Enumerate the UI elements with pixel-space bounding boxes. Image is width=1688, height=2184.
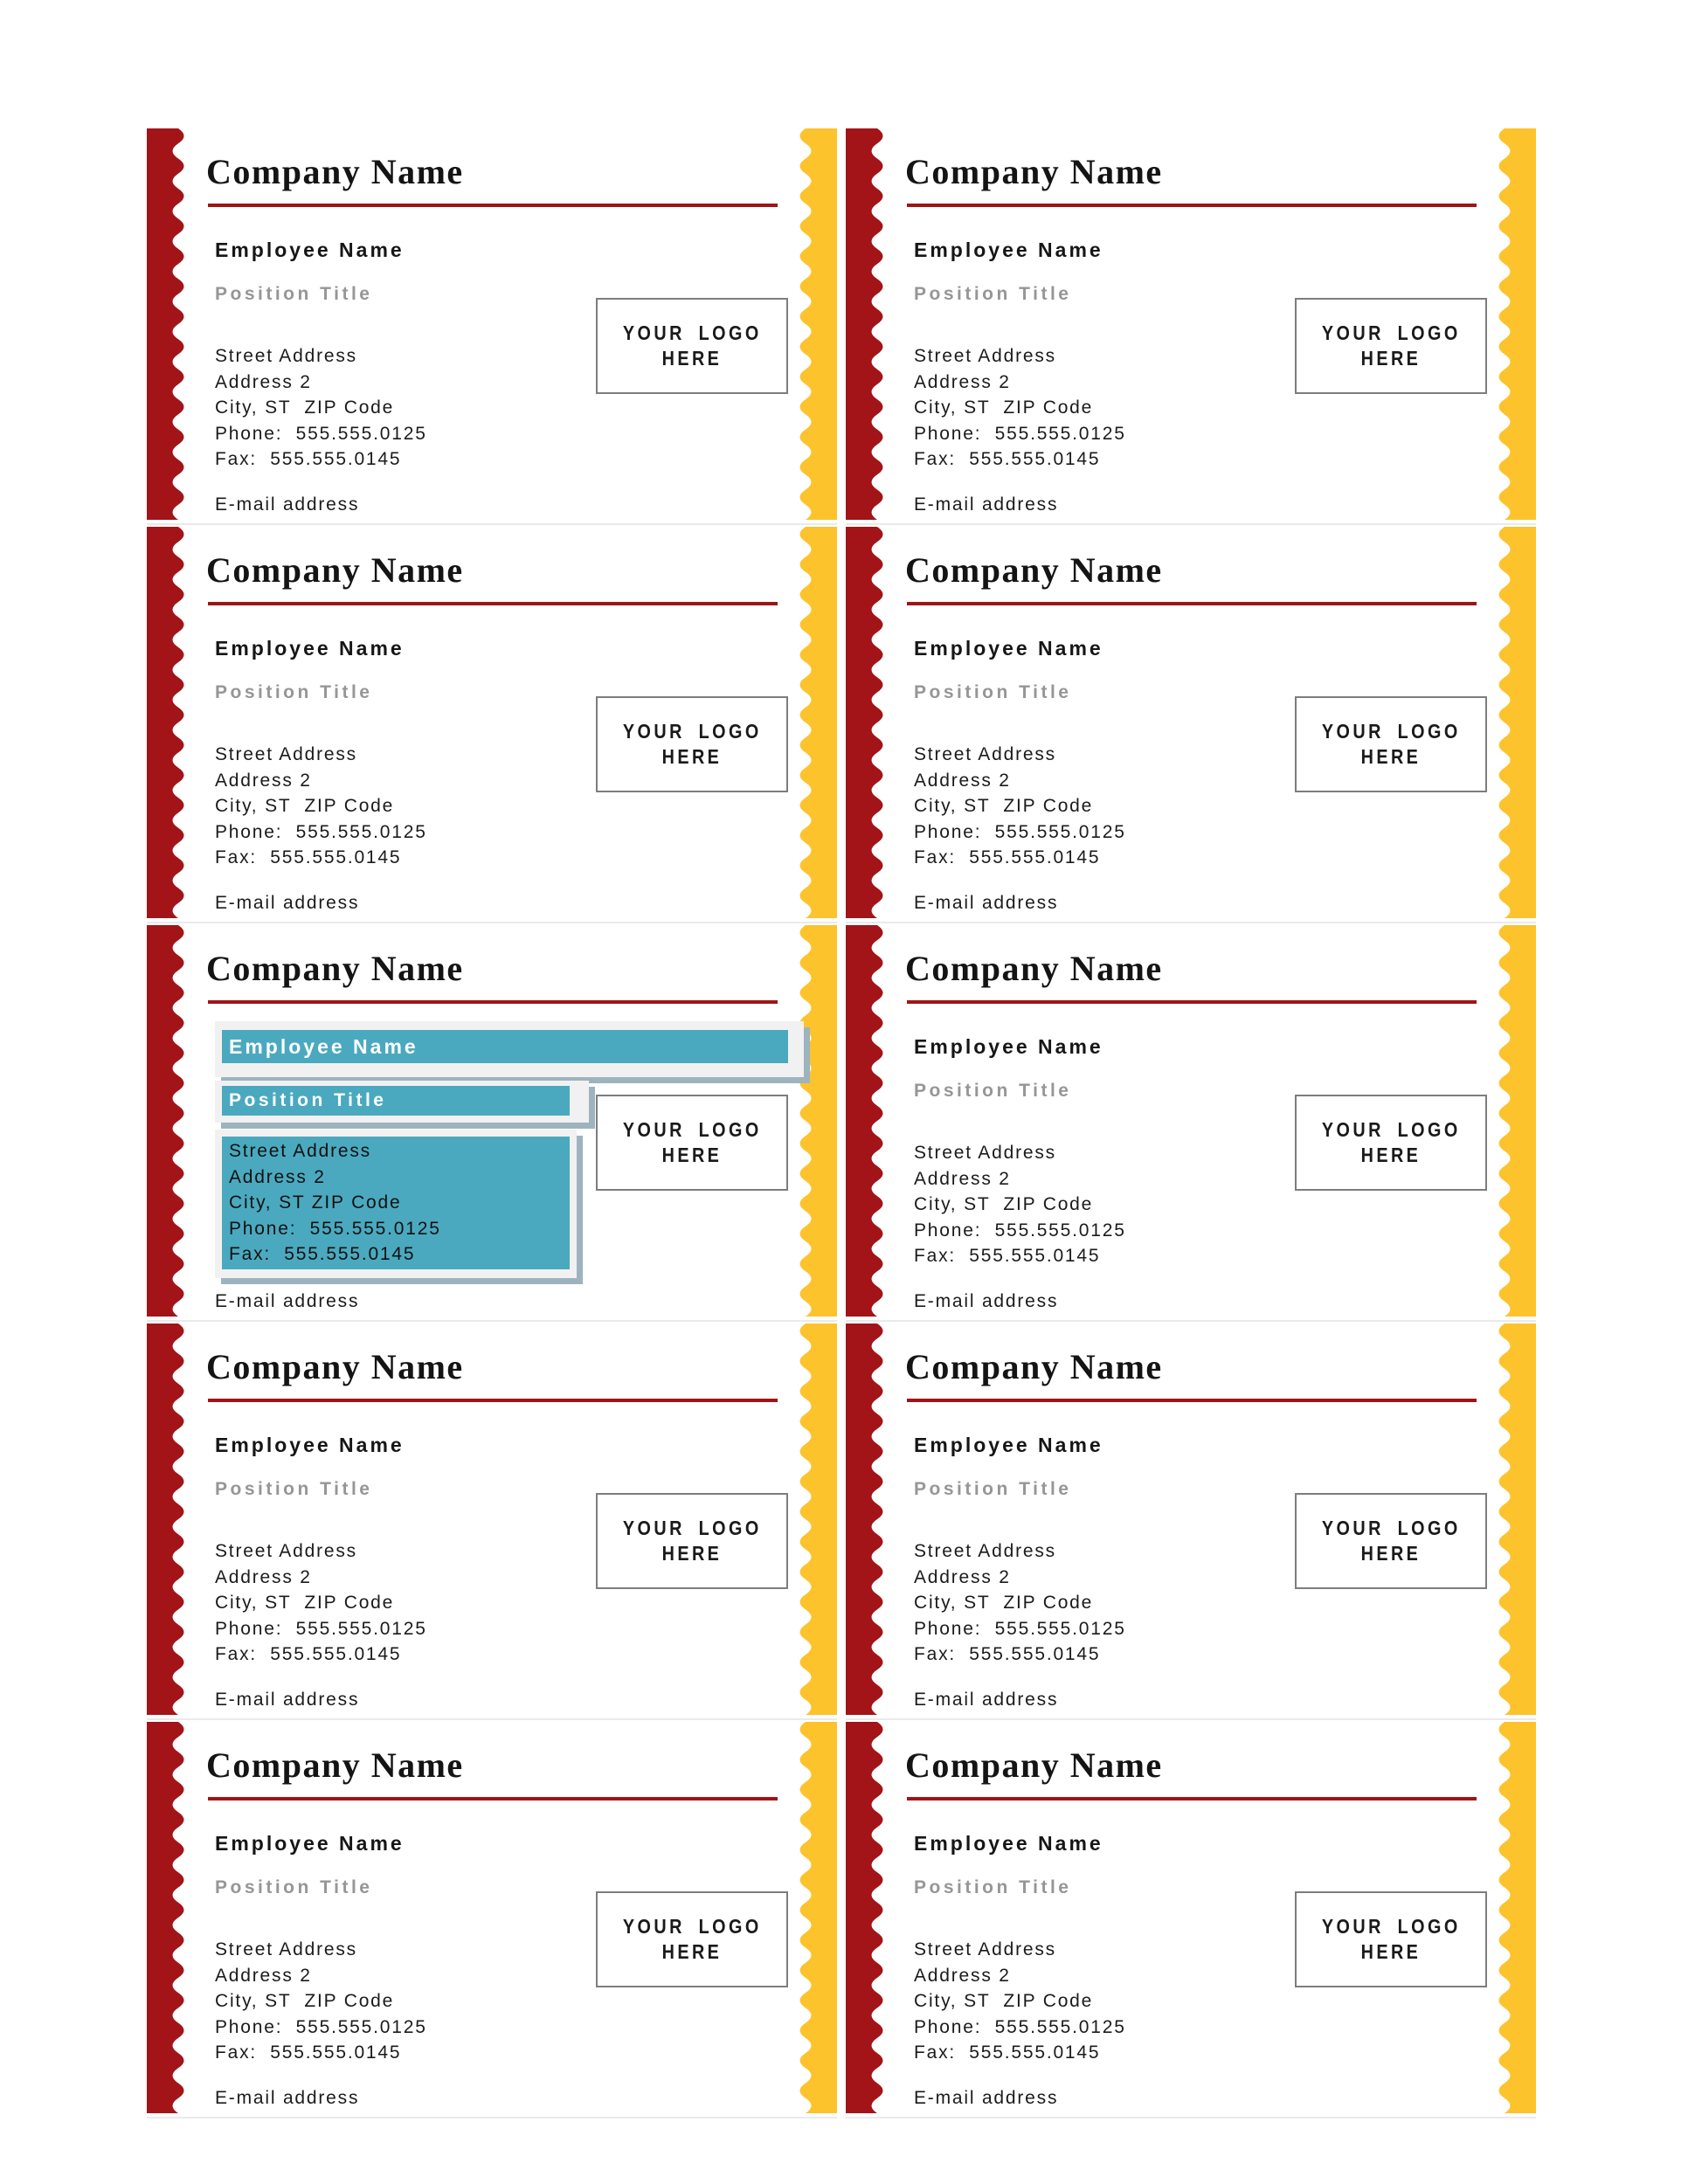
employee-name[interactable]: Employee Name xyxy=(215,1832,405,1855)
yellow-wavy-stripe xyxy=(797,128,837,520)
red-underline xyxy=(907,1000,1477,1004)
logo-text-line1: YOUR LOGO xyxy=(1321,321,1461,344)
company-name[interactable]: Company Name xyxy=(905,949,1163,988)
red-wavy-stripe xyxy=(147,1324,187,1715)
business-card xyxy=(846,127,1536,525)
employee-name[interactable]: Employee Name xyxy=(914,1434,1103,1456)
logo-text-line1: YOUR LOGO xyxy=(622,1118,762,1141)
fax-line[interactable]: Fax: 555.555.0145 xyxy=(215,449,402,470)
employee-name[interactable]: Employee Name xyxy=(914,238,1103,261)
address-line2[interactable]: Address 2 xyxy=(229,1166,326,1187)
logo-placeholder-box[interactable] xyxy=(1295,696,1487,792)
logo-placeholder-box[interactable] xyxy=(596,298,788,394)
employee-name[interactable]: Employee Name xyxy=(215,1434,405,1456)
email-address[interactable]: E-mail address xyxy=(215,1291,360,1311)
yellow-wavy-stripe xyxy=(1496,1324,1536,1715)
logo-placeholder-box[interactable] xyxy=(1295,1891,1487,1987)
selection-highlight xyxy=(222,1030,788,1063)
logo-placeholder-box[interactable] xyxy=(1295,1493,1487,1589)
address-block[interactable] xyxy=(222,1137,570,1268)
yellow-wavy-stripe xyxy=(1496,527,1536,918)
position-title[interactable]: Position Title xyxy=(914,1877,1072,1897)
yellow-wavy-stripe xyxy=(797,1324,837,1715)
card-grid xyxy=(147,127,1536,2118)
business-card xyxy=(846,1720,1536,2118)
city-state-zip[interactable]: City, ST ZIP Code xyxy=(215,796,395,817)
red-wavy-stripe xyxy=(846,128,886,520)
business-card xyxy=(846,525,1536,923)
logo-text-line2: HERE xyxy=(661,1144,723,1166)
logo-text-line2: HERE xyxy=(661,1940,723,1963)
phone-line[interactable]: Phone: 555.555.0125 xyxy=(914,821,1126,842)
phone-line[interactable]: Phone: 555.555.0125 xyxy=(215,821,427,842)
logo-text-line1: YOUR LOGO xyxy=(622,1915,762,1938)
employee-name[interactable]: Employee Name xyxy=(229,1035,419,1058)
yellow-wavy-stripe xyxy=(797,527,837,918)
address-line2[interactable]: Address 2 xyxy=(215,1965,312,1986)
red-underline xyxy=(907,1399,1477,1402)
company-name[interactable]: Company Name xyxy=(905,1745,1163,1785)
logo-placeholder-box[interactable] xyxy=(1295,1095,1487,1191)
company-name[interactable]: Company Name xyxy=(905,1347,1163,1386)
address-line2[interactable]: Address 2 xyxy=(215,1566,312,1587)
street-address[interactable]: Street Address xyxy=(914,1143,1056,1163)
phone-line[interactable]: Phone: 555.555.0125 xyxy=(914,2016,1126,2037)
fax-line[interactable]: Fax: 555.555.0145 xyxy=(215,2042,402,2063)
address-line2[interactable]: Address 2 xyxy=(215,770,312,791)
selection-highlight xyxy=(222,1086,570,1116)
logo-placeholder-box[interactable] xyxy=(596,1095,788,1191)
position-title[interactable]: Position Title xyxy=(215,682,373,702)
address-block[interactable] xyxy=(215,343,427,473)
company-name[interactable]: Company Name xyxy=(206,1347,464,1386)
address-block[interactable] xyxy=(914,1140,1126,1269)
city-state-zip[interactable]: City, ST ZIP Code xyxy=(215,1991,395,2012)
red-wavy-stripe xyxy=(147,128,187,520)
company-name[interactable]: Company Name xyxy=(905,550,1163,590)
address-block[interactable] xyxy=(914,1538,1126,1668)
red-wavy-stripe xyxy=(846,1324,886,1715)
phone-line[interactable]: Phone: 555.555.0125 xyxy=(229,1218,441,1239)
business-card-selected xyxy=(147,923,837,1322)
street-address[interactable]: Street Address xyxy=(215,1939,357,1959)
red-underline xyxy=(208,1797,778,1800)
logo-text-line2: HERE xyxy=(1360,1144,1422,1166)
logo-text-line2: HERE xyxy=(1360,745,1422,768)
city-state-zip[interactable]: City, ST ZIP Code xyxy=(914,397,1094,418)
red-wavy-stripe xyxy=(846,527,886,918)
employee-name[interactable]: Employee Name xyxy=(215,238,405,261)
position-title[interactable]: Position Title xyxy=(914,284,1072,304)
position-title[interactable]: Position Title xyxy=(914,1479,1072,1499)
yellow-wavy-stripe xyxy=(797,925,837,1317)
logo-text-line1: YOUR LOGO xyxy=(1321,1118,1461,1141)
logo-placeholder-box[interactable] xyxy=(596,1493,788,1589)
logo-text-line1: YOUR LOGO xyxy=(622,1517,762,1539)
address-block[interactable] xyxy=(914,343,1126,473)
business-card xyxy=(147,1720,837,2118)
city-state-zip[interactable]: City, ST ZIP Code xyxy=(914,1991,1094,2012)
email-address[interactable]: E-mail address xyxy=(215,893,360,913)
position-title[interactable]: Position Title xyxy=(914,682,1072,702)
address-block[interactable] xyxy=(215,1937,427,2066)
city-state-zip[interactable]: City, ST ZIP Code xyxy=(229,1192,402,1213)
employee-name[interactable]: Employee Name xyxy=(914,1035,1103,1058)
address-block[interactable] xyxy=(215,742,427,871)
logo-text-line1: YOUR LOGO xyxy=(1321,1915,1461,1938)
address-line2[interactable]: Address 2 xyxy=(914,770,1011,791)
business-card xyxy=(147,127,837,525)
position-title[interactable]: Position Title xyxy=(229,1090,387,1110)
fax-line[interactable]: Fax: 555.555.0145 xyxy=(914,449,1101,470)
address-line2[interactable]: Address 2 xyxy=(914,1168,1011,1189)
logo-text-line2: HERE xyxy=(1360,1940,1422,1963)
street-address[interactable]: Street Address xyxy=(215,346,357,366)
logo-text-line1: YOUR LOGO xyxy=(1321,1517,1461,1539)
street-address[interactable]: Street Address xyxy=(914,1541,1056,1561)
address-line2[interactable]: Address 2 xyxy=(914,1566,1011,1587)
city-state-zip[interactable]: City, ST ZIP Code xyxy=(914,1593,1094,1614)
fax-line[interactable]: Fax: 555.555.0145 xyxy=(914,1644,1101,1665)
phone-line[interactable]: Phone: 555.555.0125 xyxy=(914,1220,1126,1241)
company-name[interactable]: Company Name xyxy=(206,1745,464,1785)
city-state-zip[interactable]: City, ST ZIP Code xyxy=(914,1194,1094,1215)
email-address[interactable]: E-mail address xyxy=(914,893,1059,913)
business-card xyxy=(147,525,837,923)
red-wavy-stripe xyxy=(846,1722,886,2113)
address-block[interactable] xyxy=(215,1538,427,1668)
logo-text-line2: HERE xyxy=(1360,347,1422,370)
street-address[interactable]: Street Address xyxy=(914,1939,1056,1959)
phone-line[interactable]: Phone: 555.555.0125 xyxy=(215,1618,427,1639)
position-title[interactable]: Position Title xyxy=(215,284,373,304)
company-name[interactable]: Company Name xyxy=(905,152,1163,191)
address-line2[interactable]: Address 2 xyxy=(215,371,312,392)
employee-name-field-selected[interactable] xyxy=(215,1021,804,1077)
logo-text-line1: YOUR LOGO xyxy=(1321,720,1461,743)
red-wavy-stripe xyxy=(147,527,187,918)
street-address[interactable]: Street Address xyxy=(914,744,1056,764)
street-address[interactable]: Street Address xyxy=(215,744,357,764)
red-underline xyxy=(208,602,778,605)
employee-name[interactable]: Employee Name xyxy=(914,637,1103,660)
company-name[interactable]: Company Name xyxy=(206,550,464,590)
logo-text-line1: YOUR LOGO xyxy=(622,720,762,743)
email-address[interactable]: E-mail address xyxy=(914,1291,1059,1311)
fax-line[interactable]: Fax: 555.555.0145 xyxy=(914,847,1101,868)
address-field-selected[interactable] xyxy=(215,1130,577,1278)
logo-text-line2: HERE xyxy=(661,1542,723,1565)
employee-name[interactable]: Employee Name xyxy=(914,1832,1103,1855)
street-address[interactable]: Street Address xyxy=(229,1141,371,1161)
red-underline xyxy=(907,1797,1477,1800)
fax-line[interactable]: Fax: 555.555.0145 xyxy=(914,2042,1101,2063)
red-underline xyxy=(208,1000,778,1004)
fax-line[interactable]: Fax: 555.555.0145 xyxy=(914,1246,1101,1267)
fax-line[interactable]: Fax: 555.555.0145 xyxy=(229,1244,416,1265)
city-state-zip[interactable]: City, ST ZIP Code xyxy=(215,1593,395,1614)
logo-placeholder-box[interactable] xyxy=(596,1891,788,1987)
email-address[interactable]: E-mail address xyxy=(914,2088,1059,2108)
phone-line[interactable]: Phone: 555.555.0125 xyxy=(914,1618,1126,1639)
red-wavy-stripe xyxy=(147,925,187,1317)
address-line2[interactable]: Address 2 xyxy=(914,1965,1011,1986)
logo-text-line2: HERE xyxy=(1360,1542,1422,1565)
business-card xyxy=(147,1322,837,1720)
red-wavy-stripe xyxy=(846,925,886,1317)
phone-line[interactable]: Phone: 555.555.0125 xyxy=(914,423,1126,444)
company-name[interactable]: Company Name xyxy=(206,949,464,988)
company-name[interactable]: Company Name xyxy=(206,152,464,191)
email-address[interactable]: E-mail address xyxy=(215,494,360,515)
position-title[interactable]: Position Title xyxy=(215,1877,373,1897)
position-title[interactable]: Position Title xyxy=(914,1081,1072,1101)
logo-placeholder-box[interactable] xyxy=(1295,298,1487,394)
business-card xyxy=(846,923,1536,1322)
yellow-wavy-stripe xyxy=(1496,128,1536,520)
email-address[interactable]: E-mail address xyxy=(215,2088,360,2108)
street-address[interactable]: Street Address xyxy=(215,1541,357,1561)
red-underline xyxy=(208,204,778,207)
red-wavy-stripe xyxy=(147,1722,187,2113)
yellow-wavy-stripe xyxy=(1496,1722,1536,2113)
fax-line[interactable]: Fax: 555.555.0145 xyxy=(215,847,402,868)
logo-text-line1: YOUR LOGO xyxy=(622,321,762,344)
address-block[interactable] xyxy=(914,742,1126,871)
yellow-wavy-stripe xyxy=(1496,925,1536,1317)
logo-text-line2: HERE xyxy=(661,745,723,768)
logo-placeholder-box[interactable] xyxy=(596,696,788,792)
phone-line[interactable]: Phone: 555.555.0125 xyxy=(215,423,427,444)
phone-line[interactable]: Phone: 555.555.0125 xyxy=(215,2016,427,2037)
red-underline xyxy=(907,602,1477,605)
logo-text-line2: HERE xyxy=(661,347,723,370)
position-title-field-selected[interactable] xyxy=(215,1081,589,1123)
address-line2[interactable]: Address 2 xyxy=(914,371,1011,392)
yellow-wavy-stripe xyxy=(797,1722,837,2113)
selection-highlight xyxy=(222,1137,570,1269)
address-block[interactable] xyxy=(914,1937,1126,2066)
red-underline xyxy=(907,204,1477,207)
email-address[interactable]: E-mail address xyxy=(914,1690,1059,1710)
business-card xyxy=(846,1322,1536,1720)
employee-name[interactable]: Employee Name xyxy=(215,637,405,660)
red-underline xyxy=(208,1399,778,1402)
street-address[interactable]: Street Address xyxy=(914,346,1056,366)
city-state-zip[interactable]: City, ST ZIP Code xyxy=(215,397,395,418)
email-address[interactable]: E-mail address xyxy=(215,1690,360,1710)
city-state-zip[interactable]: City, ST ZIP Code xyxy=(914,796,1094,817)
email-address[interactable]: E-mail address xyxy=(914,494,1059,515)
fax-line[interactable]: Fax: 555.555.0145 xyxy=(215,1644,402,1665)
position-title[interactable]: Position Title xyxy=(215,1479,373,1499)
